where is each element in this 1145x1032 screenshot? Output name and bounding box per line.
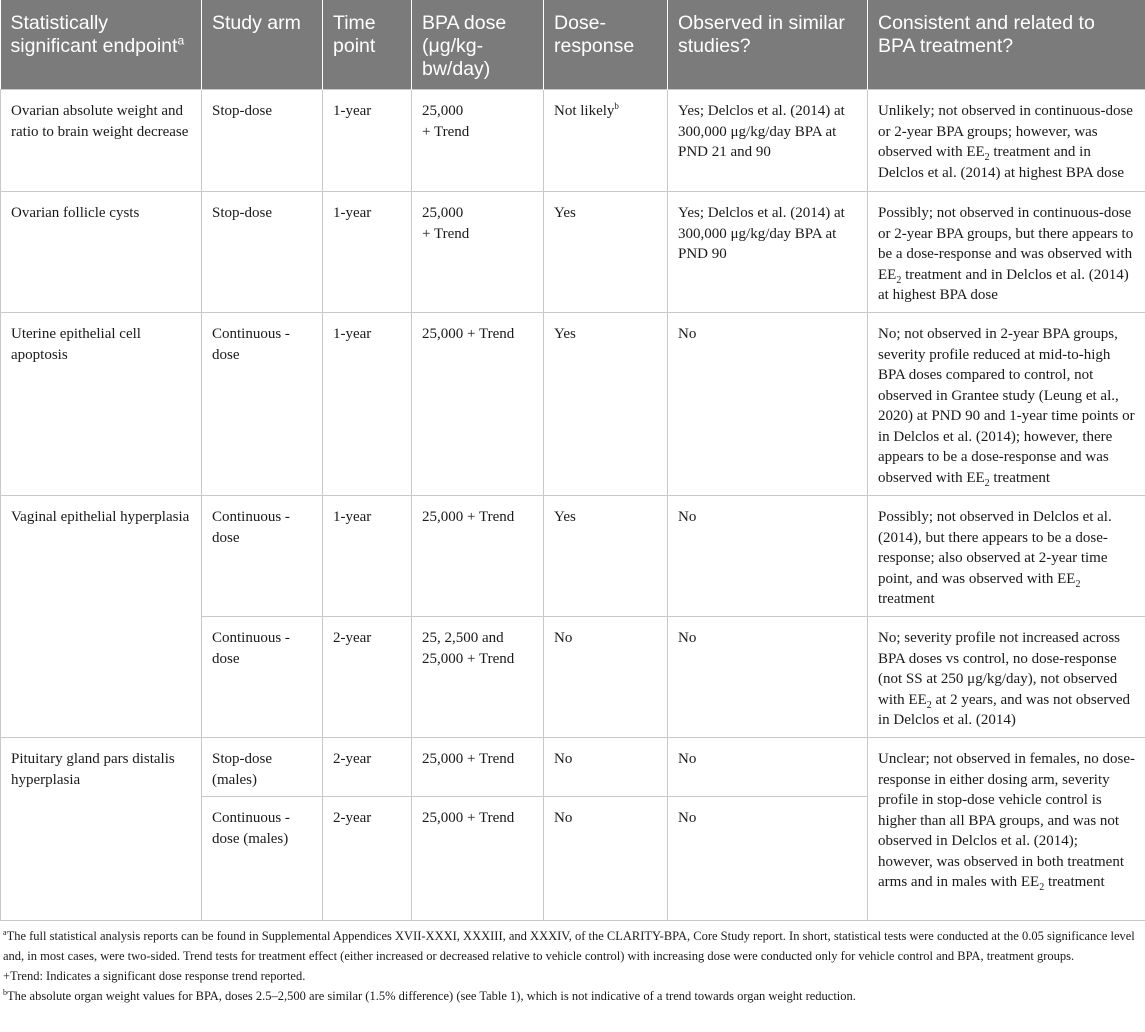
study-arm-cell: Continuous -dose <box>202 617 323 738</box>
time-point-cell: 2-year <box>323 738 412 797</box>
study-arm-cell: Stop-dose <box>202 192 323 313</box>
table-row <box>1 192 1145 313</box>
study-arm-cell: Continuous -dose <box>202 496 323 617</box>
table-row <box>1 313 1145 496</box>
header-bpa-dose: BPA dose (μg/kg-bw/day) <box>412 0 544 90</box>
similar-studies-cell: No <box>668 617 868 738</box>
table-header-row <box>1 0 1145 90</box>
footnote-b: $^b$The absolute organ weight values for BPA, doses 2.5–2,500 are similar (1.5% difference) (see Table 1), which is not indicative of a trend towards organ weight reduction. <box>3 987 856 1003</box>
consistent-cell: No; severity profile not increased across BPA doses vs control, no dose-response (not SS at 250 μg/kg/day), not observed with $EE_2$ at 2 years, and was not observed in Delclos et al. (2014) <box>868 617 1145 738</box>
dose-cell: 25,000 + Trend <box>412 313 544 496</box>
dose-response-cell: No <box>544 617 668 738</box>
dose-cell: 25,000 + Trend <box>412 496 544 617</box>
time-point-cell: 1-year <box>323 90 412 192</box>
consistent-cell: Possibly; not observed in Delclos et al. (2014), but there appears to be a dose-response; also observed at 2-year time point, and was observed with $EE_2$ treatment <box>868 496 1145 617</box>
time-point-cell: 2-year <box>323 797 412 921</box>
time-point-cell: 1-year <box>323 313 412 496</box>
time-point-cell: 1-year <box>323 496 412 617</box>
consistent-cell: Unclear; not observed in females, no dose-response in either dosing arm, severity profile in stop-dose vehicle control is higher than all BPA groups, and was not observed in Delclos et al. (2014); however, was observed in both treatment arms and in males with $EE_2$ treatment <box>868 738 1145 921</box>
consistent-cell: Possibly; not observed in continuous-dose or 2-year BPA groups, but there appears to be a dose-response and was observed with $EE_2$ treatment and in Delclos et al. (2014) at highest BPA dose <box>868 192 1145 313</box>
header-study-arm: Study arm <box>202 0 323 90</box>
endpoint-cell: Vaginal epithelial hyperplasia <box>1 496 202 738</box>
header-endpoint: Statistically significant endpoint$^a$ <box>1 0 202 90</box>
footnote-trend: +Trend: Indicates a significant dose response trend reported. <box>3 969 306 983</box>
time-point-cell: 2-year <box>323 617 412 738</box>
footnote-a: $^a$The full statistical analysis reports can be found in Supplemental Appendices XVII-XXXI, XXXIII, and XXXIV, of the CLARITY-BPA, Core Study report. In short, statistical tests were conducted at the 0.05 significance level and, in most cases, were two-sided. Trend tests for treatment effect (either increased or decreased relative to vehicle control) with increasing dose were conducted only for vehicle control and BPA, treatment groups. <box>3 927 1135 963</box>
dose-cell: 25,000 + Trend <box>412 797 544 921</box>
endpoint-cell: Uterine epithelial cell apoptosis <box>1 313 202 496</box>
dose-cell: 25,000 + Trend <box>412 192 544 313</box>
endpoint-cell: Pituitary gland pars distalis hyperplasia <box>1 738 202 921</box>
study-arm-cell: Stop-dose (males) <box>202 738 323 797</box>
consistent-cell: No; not observed in 2-year BPA groups, severity profile reduced at mid-to-high BPA doses compared to control, not observed in Grantee study (Leung et al., 2020) at PND 90 and 1-year time points or in Delclos et al. (2014); however, there appears to be a dose-response and was observed with $EE_2$ treatment <box>868 313 1145 496</box>
similar-studies-cell: Yes; Delclos et al. (2014) at 300,000 μg/kg/day BPA at PND 21 and 90 <box>668 90 868 192</box>
header-dose-response: Dose-response <box>544 0 668 90</box>
endpoint-cell: Ovarian absolute weight and ratio to brain weight decrease <box>1 90 202 192</box>
header-similar-studies: Observed in similar studies? <box>668 0 868 90</box>
dose-response-cell: No <box>544 738 668 797</box>
dose-response-cell: Yes <box>544 192 668 313</box>
similar-studies-cell: No <box>668 738 868 797</box>
study-arm-cell: Continuous -dose <box>202 313 323 496</box>
consistent-cell: Unlikely; not observed in continuous-dose or 2-year BPA groups; however, was observed with $EE_2$ treatment and in Delclos et al. (2014) at highest BPA dose <box>868 90 1145 192</box>
study-arm-cell: Continuous -dose (males) <box>202 797 323 921</box>
dose-cell: 25,000 + Trend <box>412 90 544 192</box>
dose-response-cell: Not likely$^b$ <box>544 90 668 192</box>
dose-response-cell: Yes <box>544 313 668 496</box>
similar-studies-cell: No <box>668 797 868 921</box>
study-arm-cell: Stop-dose <box>202 90 323 192</box>
header-consistent: Consistent and related to BPA treatment? <box>868 0 1145 90</box>
table-row <box>1 738 1145 797</box>
table-row <box>1 496 1145 617</box>
table-row <box>1 90 1145 192</box>
table-footnotes <box>0 921 1145 1006</box>
dose-cell: 25, 2,500 and 25,000 + Trend <box>412 617 544 738</box>
dose-response-cell: No <box>544 797 668 921</box>
similar-studies-cell: Yes; Delclos et al. (2014) at 300,000 μg/kg/day BPA at PND 90 <box>668 192 868 313</box>
endpoint-cell: Ovarian follicle cysts <box>1 192 202 313</box>
similar-studies-cell: No <box>668 496 868 617</box>
dose-cell: 25,000 + Trend <box>412 738 544 797</box>
header-time-point: Time point <box>323 0 412 90</box>
similar-studies-cell: No <box>668 313 868 496</box>
dose-response-cell: Yes <box>544 496 668 617</box>
time-point-cell: 1-year <box>323 192 412 313</box>
